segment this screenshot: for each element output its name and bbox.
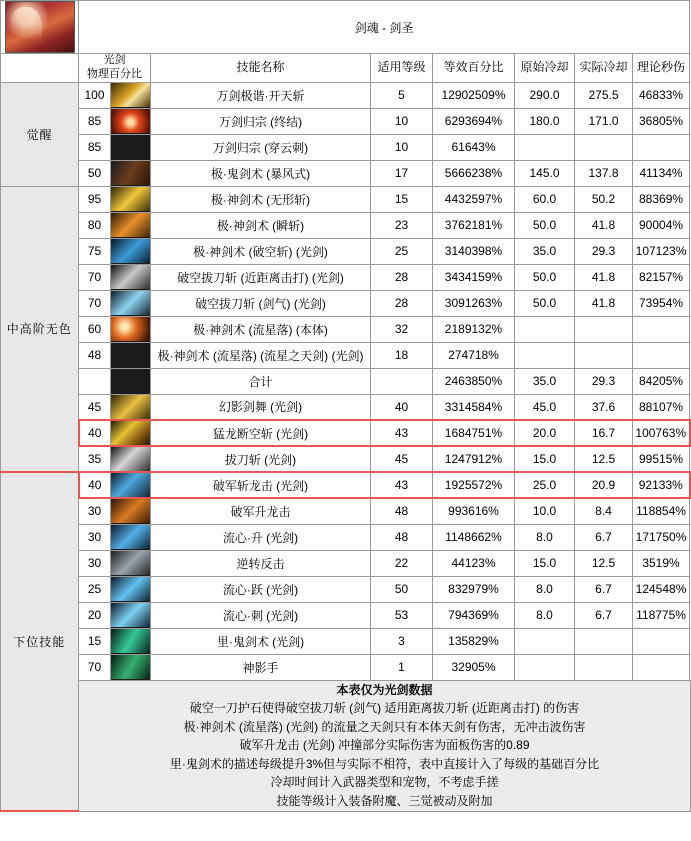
cell-real-cooldown: 8.4 [575, 498, 633, 524]
cell-effective: 1925572% [433, 472, 515, 498]
skill-icon-draw-blade2 [111, 447, 150, 471]
cell-skill-name: 破空拔刀斩 (近距离击打) (光剑) [151, 264, 371, 290]
cell-percent: 50 [79, 160, 111, 186]
footer-note-line: 极·神剑术 (流星落) (光剑) 的流量之天剑只有本体天剑有伤害，无冲击波伤害 [183, 719, 586, 734]
cell-dps: 73954% [633, 290, 690, 316]
footer-note-line: 本表仅为光剑数据 [336, 682, 433, 697]
table-row [1, 420, 691, 446]
cell-cooldown: 35.0 [515, 368, 575, 394]
table-row [1, 654, 691, 680]
cell-percent: 70 [79, 290, 111, 316]
cell-level: 40 [371, 394, 433, 420]
cell-dps: 171750% [633, 524, 690, 550]
cell-skill-name: 破军斩龙击 (光剑) [151, 472, 371, 498]
col-header-effective: 等效百分比 [433, 54, 515, 83]
cell-dps: 90004% [633, 212, 690, 238]
cell-skill-name: 流心·跃 (光剑) [151, 576, 371, 602]
footer-notes [79, 680, 691, 811]
table-row [1, 498, 691, 524]
cell-icon [111, 628, 151, 654]
cell-icon [111, 264, 151, 290]
cell-level: 48 [371, 524, 433, 550]
cell-effective: 12902509% [433, 82, 515, 108]
cell-percent: 30 [79, 550, 111, 576]
cell-percent: 30 [79, 524, 111, 550]
cell-dps: 118775% [633, 602, 690, 628]
table-row [1, 628, 691, 654]
cell-real-cooldown: 29.3 [575, 238, 633, 264]
cell-percent: 45 [79, 394, 111, 420]
cell-icon [111, 472, 151, 498]
cell-real-cooldown: 29.3 [575, 368, 633, 394]
cell-cooldown: 15.0 [515, 446, 575, 472]
cell-percent: 40 [79, 472, 111, 498]
cell-icon [111, 524, 151, 550]
cell-effective: 3434159% [433, 264, 515, 290]
cell-real-cooldown [575, 134, 633, 160]
col-header-real-cooldown: 实际冷却 [575, 54, 633, 83]
skill-icon-ghost-blue [111, 629, 150, 653]
table-row [1, 342, 691, 368]
cell-level: 43 [371, 472, 433, 498]
cell-level [371, 368, 433, 394]
cell-cooldown: 60.0 [515, 186, 575, 212]
cell-effective: 6293694% [433, 108, 515, 134]
page-title: 剑魂 - 剑圣 [79, 1, 690, 54]
cell-cooldown: 290.0 [515, 82, 575, 108]
table-row [1, 316, 691, 342]
cell-level: 45 [371, 446, 433, 472]
cell-level: 15 [371, 186, 433, 212]
cell-level: 25 [371, 238, 433, 264]
skill-icon-shadow-hand [111, 655, 150, 679]
cell-effective: 794369% [433, 602, 515, 628]
cell-percent: 70 [79, 654, 111, 680]
cell-icon [111, 316, 151, 342]
cell-effective: 2463850% [433, 368, 515, 394]
cell-effective: 32905% [433, 654, 515, 680]
cell-percent: 25 [79, 576, 111, 602]
cell-level: 10 [371, 108, 433, 134]
col-header-cooldown: 原始冷却 [515, 54, 575, 83]
cell-effective: 832979% [433, 576, 515, 602]
cell-cooldown: 8.0 [515, 576, 575, 602]
col-header-dps: 理论秒伤 [633, 54, 690, 83]
table-row [1, 446, 691, 472]
cell-dps [633, 342, 690, 368]
table-row [1, 290, 691, 316]
skill-icon-rising-dragon [111, 499, 150, 523]
cell-real-cooldown: 12.5 [575, 550, 633, 576]
skill-group-label: 觉醒 [1, 82, 79, 186]
skill-icon-blank [111, 343, 150, 367]
cell-cooldown: 10.0 [515, 498, 575, 524]
skill-icon-slash-orange [111, 213, 150, 237]
cell-real-cooldown: 12.5 [575, 446, 633, 472]
table-row [1, 108, 691, 134]
cell-dps: 41134% [633, 160, 690, 186]
cell-cooldown: 25.0 [515, 472, 575, 498]
cell-dps: 88107% [633, 394, 690, 420]
skill-icon-meteor [111, 317, 150, 341]
cell-dps: 3519% [633, 550, 690, 576]
cell-percent: 48 [79, 342, 111, 368]
table-row [1, 134, 691, 160]
cell-effective: 2189132% [433, 316, 515, 342]
cell-skill-name: 极·鬼剑术 (暴风式) [151, 160, 371, 186]
cell-cooldown: 35.0 [515, 238, 575, 264]
cell-cooldown [515, 316, 575, 342]
footer-note-line: 技能等级计入装备附魔、三觉被动及附加 [276, 794, 493, 809]
table-row [1, 524, 691, 550]
cell-icon [111, 342, 151, 368]
cell-cooldown [515, 654, 575, 680]
cell-skill-name: 破军升龙击 [151, 498, 371, 524]
cell-level: 50 [371, 576, 433, 602]
cell-dps: 84205% [633, 368, 690, 394]
cell-effective: 61643% [433, 134, 515, 160]
cell-real-cooldown: 41.8 [575, 290, 633, 316]
cell-real-cooldown [575, 342, 633, 368]
cell-effective: 1247912% [433, 446, 515, 472]
cell-icon [111, 212, 151, 238]
cell-icon [111, 368, 151, 394]
cell-skill-name: 流心·升 (光剑) [151, 524, 371, 550]
cell-dps [633, 316, 690, 342]
cell-percent: 15 [79, 628, 111, 654]
cell-level: 23 [371, 212, 433, 238]
cell-skill-name: 拔刀斩 (光剑) [151, 446, 371, 472]
cell-cooldown: 20.0 [515, 420, 575, 446]
cell-effective: 274718% [433, 342, 515, 368]
cell-skill-name: 极·神剑术 (无形斩) [151, 186, 371, 212]
table-row [1, 368, 691, 394]
cell-percent: 60 [79, 316, 111, 342]
cell-cooldown: 8.0 [515, 602, 575, 628]
cell-skill-name: 万剑归宗 (终结) [151, 108, 371, 134]
footer-note-line: 破军升龙击 (光剑) 冲撞部分实际伤害为面板伤害的0.89 [239, 738, 530, 753]
cell-real-cooldown: 171.0 [575, 108, 633, 134]
header-row [1, 1, 691, 54]
cell-dps [633, 134, 690, 160]
cell-effective: 5666238% [433, 160, 515, 186]
cell-percent: 20 [79, 602, 111, 628]
cell-icon [111, 160, 151, 186]
table-row [1, 576, 691, 602]
cell-percent: 85 [79, 108, 111, 134]
cell-cooldown: 8.0 [515, 524, 575, 550]
cell-effective: 3314584% [433, 394, 515, 420]
cell-level: 28 [371, 264, 433, 290]
skill-icon-slash-yellow [111, 187, 150, 211]
cell-level: 3 [371, 628, 433, 654]
skill-icon-sword-gold [111, 83, 150, 107]
cell-effective: 993616% [433, 498, 515, 524]
cell-effective: 1148662% [433, 524, 515, 550]
cell-cooldown: 50.0 [515, 264, 575, 290]
cell-skill-name: 流心·刺 (光剑) [151, 602, 371, 628]
cell-level: 18 [371, 342, 433, 368]
character-portrait-cell [1, 1, 79, 54]
skill-icon-counter [111, 551, 150, 575]
cell-effective: 3762181% [433, 212, 515, 238]
cell-real-cooldown: 41.8 [575, 264, 633, 290]
cell-level: 5 [371, 82, 433, 108]
cell-skill-name: 神影手 [151, 654, 371, 680]
cell-skill-name: 幻影剑舞 (光剑) [151, 394, 371, 420]
cell-effective: 135829% [433, 628, 515, 654]
cell-effective: 44123% [433, 550, 515, 576]
table-row [1, 472, 691, 498]
cell-real-cooldown: 16.7 [575, 420, 633, 446]
cell-cooldown: 145.0 [515, 160, 575, 186]
table-row [1, 394, 691, 420]
col-header-name: 技能名称 [151, 54, 371, 83]
cell-level: 17 [371, 160, 433, 186]
col-header-level: 适用等级 [371, 54, 433, 83]
cell-dps: 36805% [633, 108, 690, 134]
footer-note-line: 里·鬼剑术的描述每级提升3%但与实际不相符，表中直接计入了每级的基础百分比 [169, 756, 600, 771]
skill-icon-blank [111, 369, 150, 393]
cell-real-cooldown [575, 654, 633, 680]
cell-skill-name: 极·神剑术 (瞬斩) [151, 212, 371, 238]
skill-icon-blank [111, 135, 150, 159]
skill-icon-dragon-slash [111, 421, 150, 445]
cell-cooldown: 50.0 [515, 212, 575, 238]
skill-icon-sword-wave [111, 291, 150, 315]
col-header-pct [79, 54, 151, 83]
cell-icon [111, 108, 151, 134]
cell-real-cooldown: 6.7 [575, 602, 633, 628]
skill-group-label: 中高阶无色 [1, 186, 79, 472]
cell-icon [111, 420, 151, 446]
cell-dps: 124548% [633, 576, 690, 602]
cell-dps: 82157% [633, 264, 690, 290]
cell-skill-name: 里·鬼剑术 (光剑) [151, 628, 371, 654]
skill-icon-ghost-dark [111, 161, 150, 185]
cell-dps [633, 628, 690, 654]
cell-icon [111, 602, 151, 628]
cell-level: 32 [371, 316, 433, 342]
cell-skill-name: 逆转反击 [151, 550, 371, 576]
cell-level: 43 [371, 420, 433, 446]
cell-level: 10 [371, 134, 433, 160]
cell-icon [111, 654, 151, 680]
cell-percent: 75 [79, 238, 111, 264]
cell-cooldown: 50.0 [515, 290, 575, 316]
skill-icon-thrust [111, 603, 150, 627]
cell-icon [111, 134, 151, 160]
skill-icon-破军 [111, 473, 150, 497]
cell-skill-name: 万剑归宗 (穿云刺) [151, 134, 371, 160]
column-header-row [1, 54, 691, 83]
skill-icon-rising-blue [111, 525, 150, 549]
table-row [1, 160, 691, 186]
cell-cooldown: 45.0 [515, 394, 575, 420]
skill-icon-flare-red [111, 109, 150, 133]
table-row [1, 212, 691, 238]
table-row [1, 602, 691, 628]
cell-percent: 100 [79, 82, 111, 108]
cell-skill-name: 猛龙断空斩 (光剑) [151, 420, 371, 446]
table-row [1, 264, 691, 290]
cell-percent: 70 [79, 264, 111, 290]
cell-icon [111, 290, 151, 316]
footer-note-line: 破空一刀护石使得破空拔刀斩 (剑气) 适用距离拔刀斩 (近距离击打) 的伤害 [189, 701, 580, 716]
cell-icon [111, 82, 151, 108]
cell-percent: 95 [79, 186, 111, 212]
col-header-pct-line2: 物理百分比 [87, 67, 142, 80]
skill-icon-leap [111, 577, 150, 601]
cell-dps: 100763% [633, 420, 690, 446]
footer-note-line: 冷却时间计入武器类型和宠物，不考虑手搓 [270, 775, 499, 790]
cell-cooldown: 15.0 [515, 550, 575, 576]
col-header-group [1, 54, 79, 83]
cell-real-cooldown: 20.9 [575, 472, 633, 498]
cell-real-cooldown: 6.7 [575, 576, 633, 602]
cell-effective: 3140398% [433, 238, 515, 264]
skill-icon-phantom-gold [111, 395, 150, 419]
cell-real-cooldown: 137.8 [575, 160, 633, 186]
col-header-pct-line1: 光剑 [103, 54, 126, 66]
cell-dps: 46833% [633, 82, 690, 108]
cell-cooldown [515, 342, 575, 368]
cell-level: 22 [371, 550, 433, 576]
cell-dps: 99515% [633, 446, 690, 472]
cell-percent: 40 [79, 420, 111, 446]
cell-real-cooldown [575, 628, 633, 654]
cell-percent: 80 [79, 212, 111, 238]
cell-icon [111, 446, 151, 472]
cell-icon [111, 394, 151, 420]
cell-cooldown: 180.0 [515, 108, 575, 134]
table-row [1, 186, 691, 212]
cell-cooldown [515, 134, 575, 160]
cell-effective: 1684751% [433, 420, 515, 446]
cell-real-cooldown: 41.8 [575, 212, 633, 238]
skill-icon-slash-blue [111, 239, 150, 263]
cell-icon [111, 238, 151, 264]
cell-level: 48 [371, 498, 433, 524]
cell-icon [111, 550, 151, 576]
cell-skill-name: 破空拔刀斩 (剑气) (光剑) [151, 290, 371, 316]
cell-real-cooldown: 275.5 [575, 82, 633, 108]
cell-skill-name: 极·神剑术 (流星落) (本体) [151, 316, 371, 342]
cell-percent: 30 [79, 498, 111, 524]
cell-dps: 118854% [633, 498, 690, 524]
cell-skill-name: 万剑极谐·开天斩 [151, 82, 371, 108]
footer-row [1, 680, 691, 811]
cell-icon [111, 576, 151, 602]
cell-percent [79, 368, 111, 394]
cell-level: 53 [371, 602, 433, 628]
cell-dps: 88369% [633, 186, 690, 212]
cell-percent: 85 [79, 134, 111, 160]
cell-cooldown [515, 628, 575, 654]
skill-group-label: 下位技能 [1, 472, 79, 811]
cell-level: 28 [371, 290, 433, 316]
cell-skill-name: 极·神剑术 (流星落) (流星之天剑) (光剑) [151, 342, 371, 368]
cell-dps: 107123% [633, 238, 690, 264]
cell-level: 1 [371, 654, 433, 680]
cell-icon [111, 186, 151, 212]
cell-real-cooldown: 37.6 [575, 394, 633, 420]
table-row [1, 238, 691, 264]
cell-real-cooldown: 50.2 [575, 186, 633, 212]
cell-percent: 35 [79, 446, 111, 472]
cell-dps [633, 654, 690, 680]
cell-icon [111, 498, 151, 524]
cell-skill-name: 极·神剑术 (破空斩) (光剑) [151, 238, 371, 264]
skill-icon-draw-blade [111, 265, 150, 289]
table-row [1, 550, 691, 576]
cell-real-cooldown [575, 316, 633, 342]
cell-skill-name: 合计 [151, 368, 371, 394]
cell-dps: 92133% [633, 472, 690, 498]
table-row [1, 82, 691, 108]
cell-real-cooldown: 6.7 [575, 524, 633, 550]
cell-effective: 3091263% [433, 290, 515, 316]
avatar [5, 1, 75, 53]
cell-effective: 4432597% [433, 186, 515, 212]
